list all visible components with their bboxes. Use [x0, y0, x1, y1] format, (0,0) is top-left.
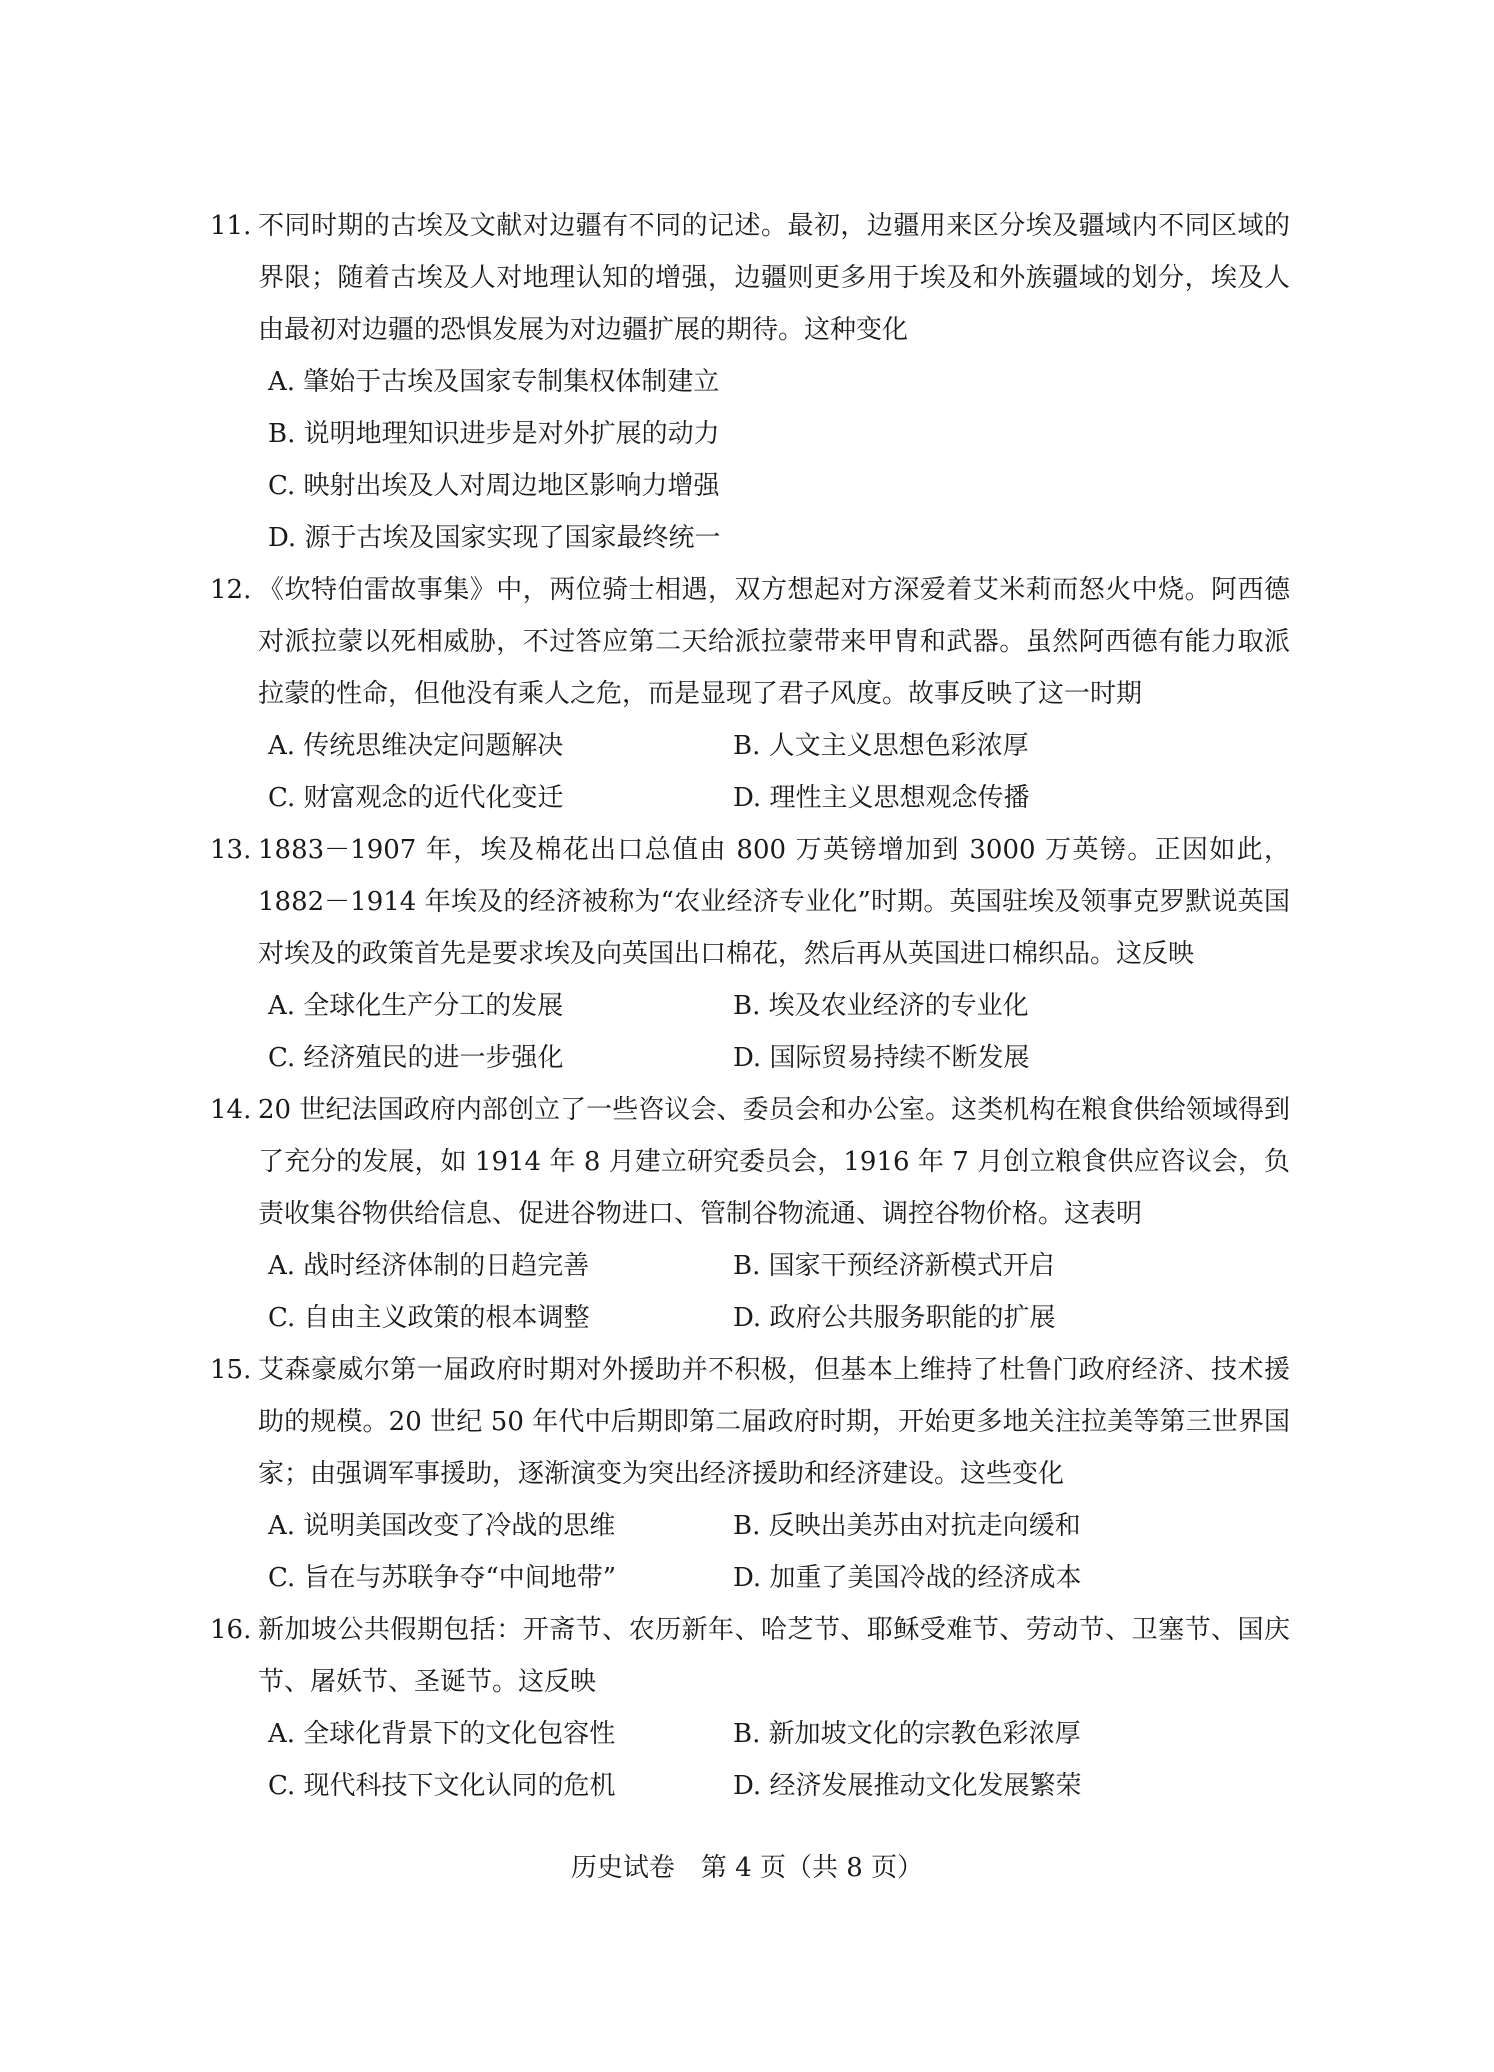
option-b: B. 人文主义思想色彩浓厚: [733, 731, 1029, 761]
question-stem: 20 世纪法国政府内部创立了一些咨议会、委员会和办公室。这类机构在粮食供给领域得到了充分的发展，如 1914 年 8 月建立研究委员会，1916 年 7 月创立粮食供应咨议会，负责收集谷物供给信息、促进谷物进口、管制谷物流通、调控谷物价格。这表明: [258, 1095, 1290, 1229]
option-c: C. 自由主义政策的根本调整: [268, 1303, 590, 1333]
option-d: D. 源于古埃及国家实现了国家最终统一: [268, 523, 721, 553]
option-list: [268, 980, 1290, 1084]
question-number: 15.: [210, 1355, 252, 1385]
question-number: 13.: [210, 835, 252, 865]
question-stem: 艾森豪威尔第一届政府时期对外援助并不积极，但基本上维持了杜鲁门政府经济、技术援助的规模。20 世纪 50 年代中后期即第二届政府时期，开始更多地关注拉美等第三世界国家；由强调军事援助，逐渐演变为突出经济援助和经济建设。这些变化: [258, 1355, 1290, 1489]
option-b: B. 国家干预经济新模式开启: [733, 1251, 1055, 1281]
page-footer: 历史试卷 第 4 页（共 8 页）: [570, 1853, 924, 1883]
question-16: [210, 1604, 1290, 1812]
option-c: C. 旨在与苏联争夺“中间地带”: [268, 1563, 617, 1593]
option-a: A. 全球化生产分工的发展: [268, 991, 564, 1021]
question-15: [210, 1344, 1290, 1604]
option-d: D. 理性主义思想观念传播: [733, 783, 1030, 813]
option-b: B. 埃及农业经济的专业化: [733, 991, 1029, 1021]
question-number: 12.: [210, 575, 252, 605]
question-stem: 《坎特伯雷故事集》中，两位骑士相遇，双方想起对方深爱着艾米莉而怒火中烧。阿西德对派拉蒙以死相威胁，不过答应第二天给派拉蒙带来甲胄和武器。虽然阿西德有能力取派拉蒙的性命，但他没有乘人之危，而是显现了君子风度。故事反映了这一时期: [258, 575, 1290, 709]
question-12: [210, 564, 1290, 824]
option-b: B. 新加坡文化的宗教色彩浓厚: [733, 1719, 1081, 1749]
question-number: 16.: [210, 1615, 252, 1645]
question-14: [210, 1084, 1290, 1344]
option-c: C. 现代科技下文化认同的危机: [268, 1771, 616, 1801]
option-d: D. 加重了美国冷战的经济成本: [733, 1563, 1082, 1593]
question-stem: 1883－1907 年，埃及棉花出口总值由 800 万英镑增加到 3000 万英镑。正因如此，1882－1914 年埃及的经济被称为“农业经济专业化”时期。英国驻埃及领事克罗默说英国对埃及的政策首先是要求埃及向英国出口棉花，然后再从英国进口棉织品。这反映: [258, 835, 1290, 969]
option-list: [268, 1708, 1290, 1812]
option-list: [268, 1500, 1290, 1604]
option-b: B. 反映出美苏由对抗走向缓和: [733, 1511, 1081, 1541]
option-c: C. 财富观念的近代化变迁: [268, 783, 564, 813]
option-d: D. 国际贸易持续不断发展: [733, 1043, 1030, 1073]
option-d: D. 政府公共服务职能的扩展: [733, 1303, 1056, 1333]
question-stem: 不同时期的古埃及文献对边疆有不同的记述。最初，边疆用来区分埃及疆域内不同区域的界限；随着古埃及人对地理认知的增强，边疆则更多用于埃及和外族疆域的划分，埃及人由最初对边疆的恐惧发展为对边疆扩展的期待。这种变化: [258, 211, 1290, 345]
option-c: C. 映射出埃及人对周边地区影响力增强: [268, 471, 720, 501]
option-a: A. 肇始于古埃及国家专制集权体制建立: [268, 367, 720, 397]
option-a: A. 说明美国改变了冷战的思维: [268, 1511, 616, 1541]
question-number: 14.: [210, 1095, 252, 1125]
question-number: 11.: [210, 211, 252, 241]
option-a: A. 传统思维决定问题解决: [268, 731, 564, 761]
option-b: B. 说明地理知识进步是对外扩展的动力: [268, 419, 720, 449]
option-d: D. 经济发展推动文化发展繁荣: [733, 1771, 1082, 1801]
option-list: [268, 1240, 1290, 1344]
option-list: [268, 356, 1290, 564]
option-a: A. 全球化背景下的文化包容性: [268, 1719, 616, 1749]
option-c: C. 经济殖民的进一步强化: [268, 1043, 564, 1073]
question-11: [210, 200, 1290, 564]
question-13: [210, 824, 1290, 1084]
question-list: [210, 200, 1290, 1812]
option-a: A. 战时经济体制的日趋完善: [268, 1251, 590, 1281]
question-stem: 新加坡公共假期包括：开斋节、农历新年、哈芝节、耶稣受难节、劳动节、卫塞节、国庆节、屠妖节、圣诞节。这反映: [258, 1615, 1290, 1697]
option-list: [268, 720, 1290, 824]
